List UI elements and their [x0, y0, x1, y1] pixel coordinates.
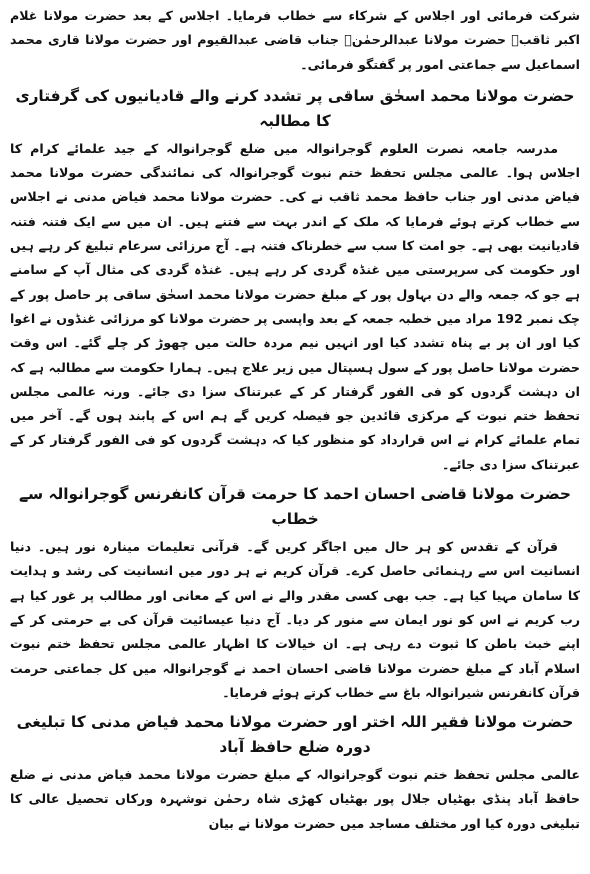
body-paragraph-hafizabad-tour: عالمی مجلس تحفظ ختم نبوت گوجرانوالہ کے مبلغ حضرت مولانا محمد فیاض مدنی نے ضلع حافظ آباد پنڈی بھٹیاں جلال پور بھٹیاں کھڑی شاہ رحمٰن نوشہرہ ورکاں تحصیل عالی کا تبلیغی دورہ کیا اور مختلف مساجد میں حضرت مولانا نے بیان [10, 767, 580, 831]
section-heading-hafizabad-tour: حضرت مولانا فقیر اللہ اختر اور حضرت مولانا محمد فیاض مدنی کا تبلیغی دورہ ضلع حافظ آباد [16, 713, 574, 757]
body-paragraph-quran-conference: قرآن کے تقدس کو ہر حال میں اجاگر کریں گے۔ قرآنی تعلیمات مینارہ نور ہیں۔ دنیا انسانیت اس سے رہنمائی حاصل کرے۔ قرآن کریم نے ہر دور میں انسانیت کی رشد و ہدایت کا سامان مہیا کیا ہے۔ جب بھی کسی مقدر والے نے اس کے معانی اور مطالب پر غور کیا ہے رب کریم نے اس کو نور ایمان سے منور کر دیا۔ آج دنیا عیسائیت قرآن کی بے حرمتی کر کے اپنے خبث باطن کا ثبوت دے رہی ہے۔ ان خیالات کا اظہار عالمی مجلس تحفظ ختم نبوت اسلام آباد کے مبلغ حضرت مولانا قاضی احسان احمد نے گوجرانوالہ میں کل جماعتی حرمت قرآن کانفرنس شیرانوالہ باغ سے خطاب کرتے ہوئے فرمایا۔ [10, 539, 580, 700]
section-heading-arrest-demand: حضرت مولانا محمد اسحٰق ساقی پر تشدد کرنے والے قادیانیوں کی گرفتاری کا مطالبہ [15, 86, 575, 130]
intro-paragraph: شرکت فرمائی اور اجلاس کے شرکاء سے خطاب فرمایا۔ اجلاس کے بعد حضرت مولانا غلام اکبر ثاقبؔ حضرت مولانا عبدالرحمٰنؔ جناب قاضی عبدالقیوم اور حضرت مولانا قاری محمد اسماعیل سے جماعتی امور پر گفتگو فرمائی۔ [10, 8, 580, 72]
section-heading-quran-conference: حضرت مولانا قاضی احسان احمد کا حرمت قرآن کانفرنس گوجرانوالہ سے خطاب [18, 485, 572, 529]
body-paragraph-arrest-demand: مدرسہ جامعہ نصرت العلوم گوجرانوالہ میں ضلع گوجرانوالہ کے جید علمائے کرام کا اجلاس ہوا۔ عالمی مجلس تحفظ ختم نبوت گوجرانوالہ کی نمائندگی حضرت مولانا محمد فیاض مدنی اور جناب حافظ محمد ثاقب نے کی۔ حضرت مولانا محمد فیاض مدنی نے اجلاس سے خطاب کرتے ہوئے فرمایا کہ ملک کے اندر بہت سے فتنے ہیں۔ ان میں سے ایک فتنہ فتنہ قادیانیت بھی ہے۔ جو امت کا سب سے خطرناک فتنہ ہے۔ آج مرزائی سرعام تبلیغ کر رہے ہیں اور حکومت کی سرپرستی میں غنڈہ گردی کر رہے ہیں۔ غنڈہ گردی کی مثال آپ کے سامنے ہے جو کہ جمعہ والے دن بہاول پور کے مبلغ حضرت مولانا محمد اسحٰق ساقی پر حاصل پور کے چک نمبر 192 مراد میں خطبہ جمعہ کے بعد واپسی پر حضرت مولانا کو مرزائی غنڈوں نے اغوا کیا اور ان پر بے پناہ تشدد کیا اور انہیں نیم مردہ حالت میں چھوڑ کر چلے گئے۔ اس وقت حضرت مولانا حاصل پور کے سول ہسپتال میں زیر علاج ہیں۔ ہمارا حکومت سے مطالبہ ہے کہ ان دہشت گردوں کو فی الفور گرفتار کر کے عبرتناک سزا دی جائے۔ ورنہ عالمی مجلس تحفظ ختم نبوت کے مرکزی قائدین جو فیصلہ کریں گے ہم اس کے پابند ہوں گے۔ آخر میں تمام علمائے کرام نے اس قرارداد کو منظور کیا کہ دہشت گردوں کو فی الفور گرفتار کر کے عبرتناک سزا دی جائے۔ [10, 140, 581, 472]
